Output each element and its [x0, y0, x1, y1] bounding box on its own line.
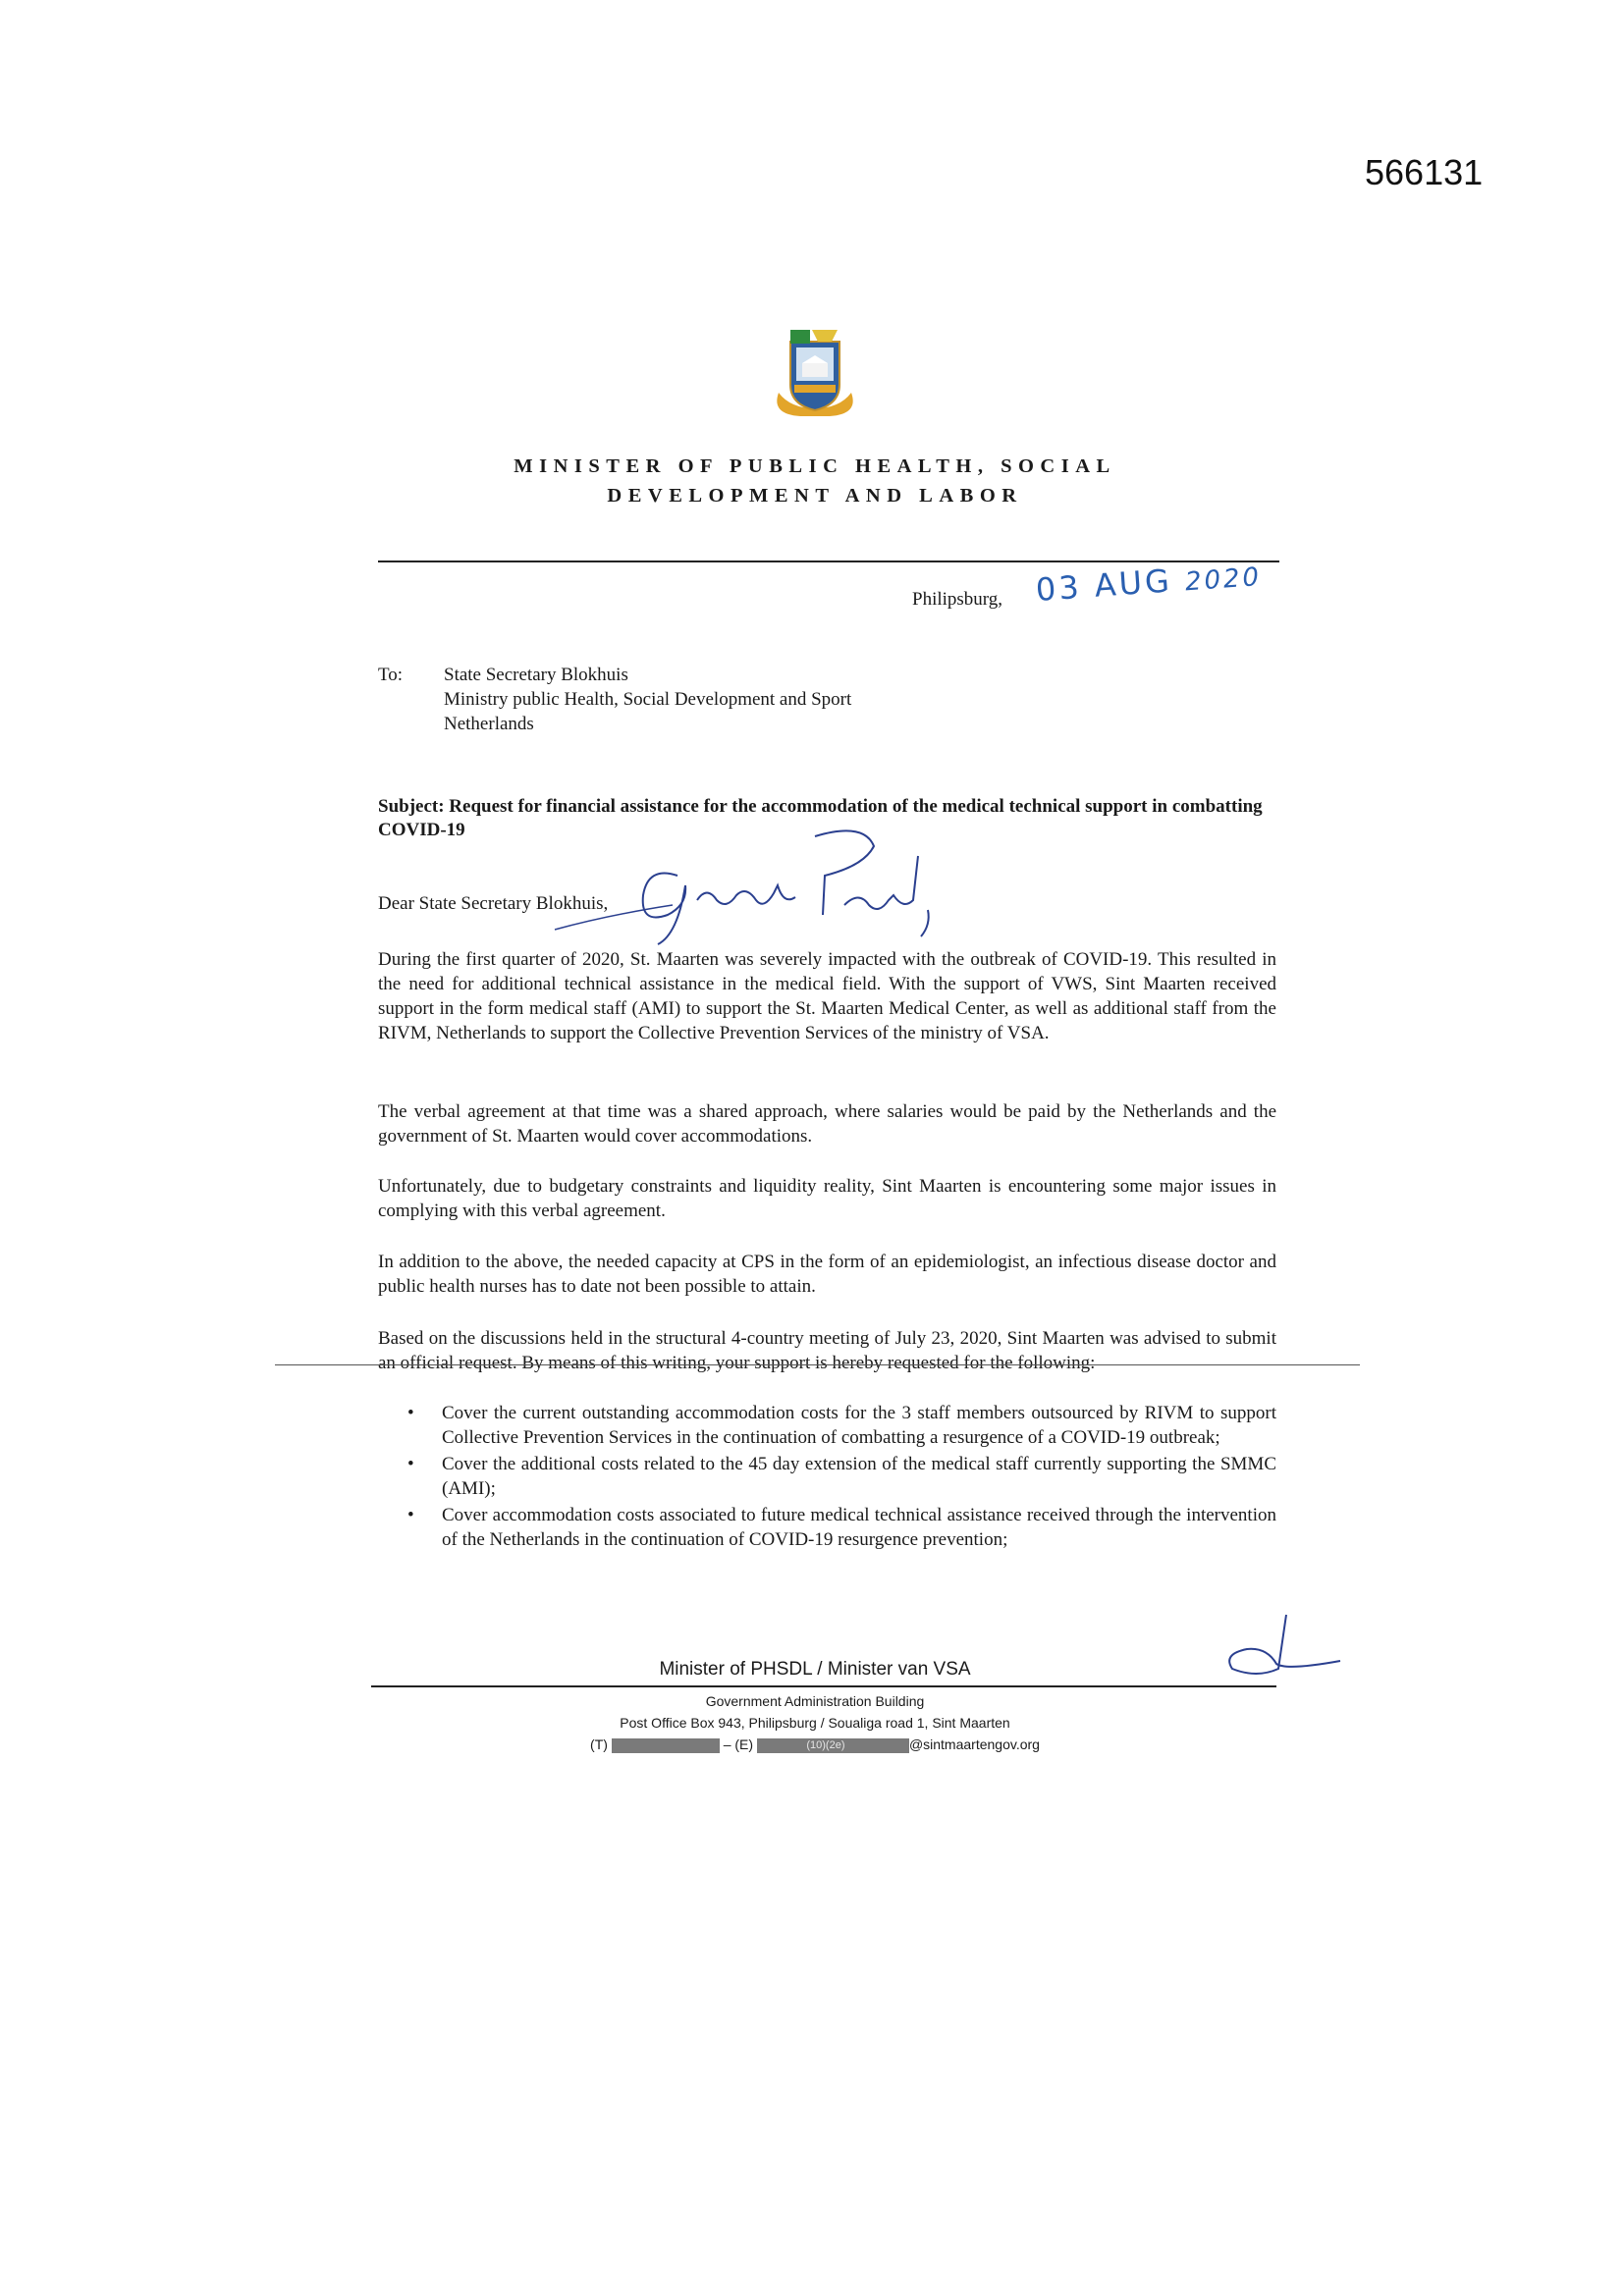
date-stamp: [1035, 556, 1263, 609]
date-stamp-day-month: 03 AUG: [1034, 561, 1173, 609]
list-item: • Cover the current outstanding accommodation costs for the 3 staff members outsourced by RIVM to support Collective Prevention Services in the continuation of combatting a resurgence of a COVID-19 outbreak;: [378, 1401, 1276, 1450]
salutation: Dear State Secretary Blokhuis,: [378, 893, 609, 914]
recipient-line: Netherlands: [444, 714, 534, 734]
body-paragraph: In addition to the above, the needed capacity at CPS in the form of an epidemiologist, an infectious disease doctor and public health nurses has to date not been possible to attain.: [378, 1252, 1276, 1297]
footer-divider: [371, 1685, 1276, 1687]
document-number: 566131: [1365, 152, 1484, 192]
letterhead-line-1: MINISTER OF PUBLIC HEALTH, SOCIAL: [514, 455, 1116, 477]
body-paragraph: Unfortunately, due to budgetary constraints and liquidity reality, Sint Maarten is encountering some major issues in complying with this verbal agreement.: [378, 1176, 1276, 1221]
recipient-label: To:: [378, 665, 404, 685]
fold-line: [275, 1364, 1360, 1365]
body-paragraph: The verbal agreement at that time was a shared approach, where salaries would be paid by the Netherlands and the government of St. Maarten would cover accommodations.: [378, 1101, 1276, 1147]
footer-address: Post Office Box 943, Philipsburg / Soualiga road 1, Sint Maarten: [620, 1715, 1010, 1731]
coat-of-arms-icon: [761, 324, 869, 422]
redacted-email-tail: [894, 1738, 909, 1753]
request-list: [378, 1401, 1276, 1554]
letterhead-line-2: DEVELOPMENT AND LABOR: [607, 485, 1023, 507]
recipient-line: Ministry public Health, Social Development and Sport: [444, 689, 852, 710]
list-item: • Cover accommodation costs associated to future medical technical assistance received through the intervention of the Netherlands in the continuation of COVID-19 resurgence prevention;: [378, 1503, 1276, 1552]
date-stamp-year: 2020: [1183, 561, 1264, 598]
handwritten-greeting-signature: [550, 817, 962, 954]
redacted-email-code: (10)(2e): [757, 1738, 894, 1753]
header-divider: [378, 561, 1279, 562]
footer-building: Government Administration Building: [705, 1693, 925, 1709]
subject-line: Subject: Request for financial assistance for the accommodation of the medical technical support in combatting COVID-19: [378, 796, 1263, 840]
recipient-line: State Secretary Blokhuis: [444, 665, 628, 685]
phone-label: (T): [590, 1736, 608, 1752]
redacted-phone: [612, 1738, 720, 1753]
body-paragraph: During the first quarter of 2020, St. Maarten was severely impacted with the outbreak of COVID-19. This resulted in the need for additional technical assistance in the medical field. With the support of VWS, Sint Maarten received support in the form medical staff (AMI) to support the St. Maarten Medical Center, as well as additional staff from the RIVM, Netherlands to support the Collective Prevention Services of the ministry of VSA.: [378, 949, 1276, 1043]
footer-contact: [373, 1736, 1257, 1753]
list-item: • Cover the additional costs related to the 45 day extension of the medical staff currently supporting the SMMC (AMI);: [378, 1452, 1276, 1501]
body-paragraph: Based on the discussions held in the structural 4-country meeting of July 23, 2020, Sint Maarten was advised to submit an official request. By means of this writing, your support is hereby requested for the following:: [378, 1328, 1276, 1373]
email-domain: @sintmaartengov.org: [908, 1736, 1040, 1752]
place-name: Philipsburg,: [912, 589, 1003, 610]
email-label: – (E): [723, 1736, 754, 1752]
footer-title: Minister of PHSDL / Minister van VSA: [659, 1659, 971, 1680]
